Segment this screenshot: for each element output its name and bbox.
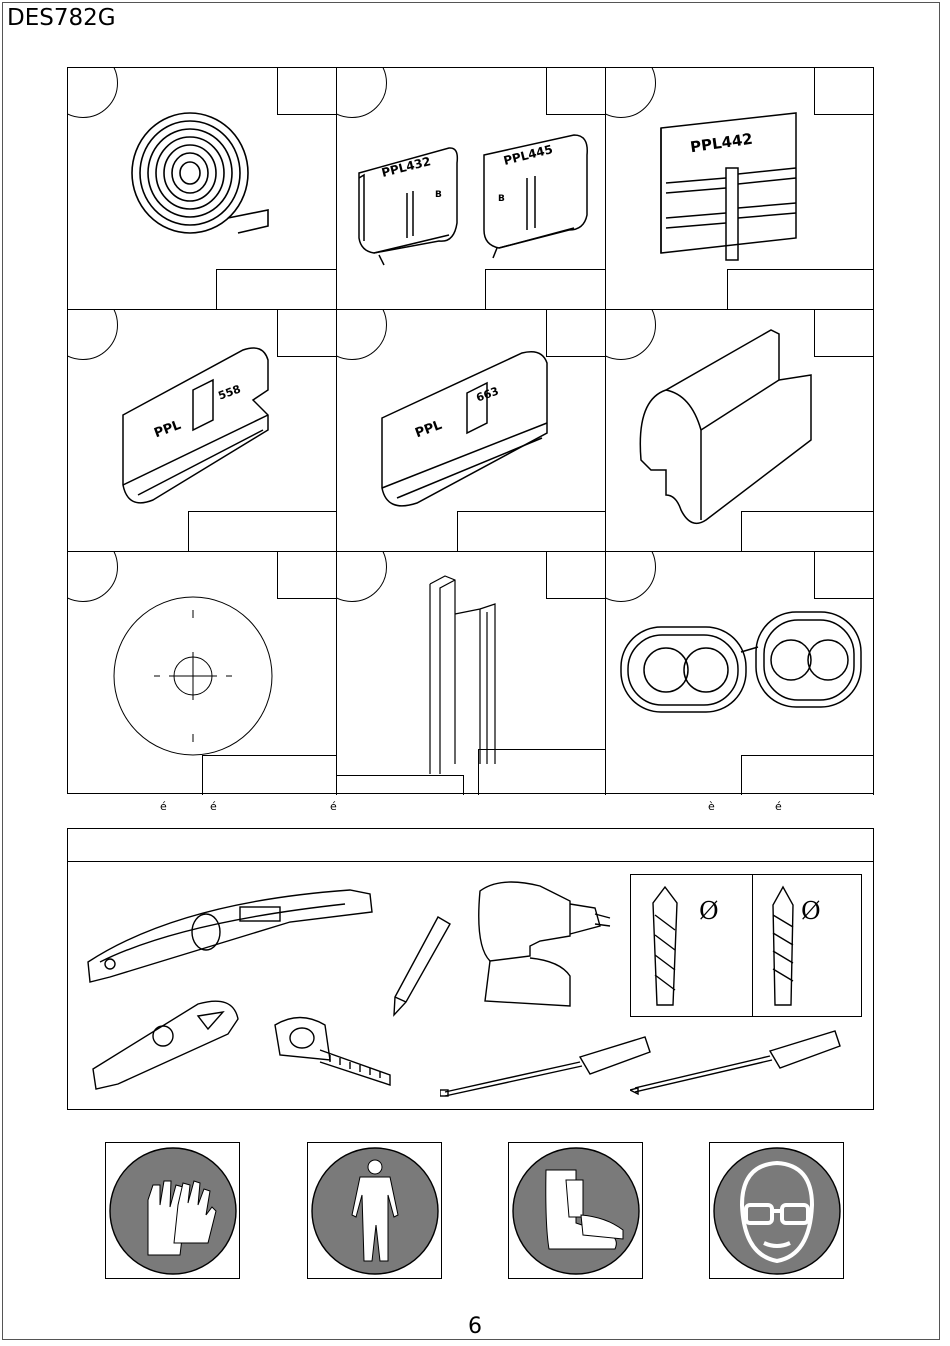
accent-4: è — [708, 800, 715, 813]
support-label: PPL442 — [689, 129, 754, 157]
quantity-box — [546, 552, 606, 599]
spirit-level-icon — [80, 882, 380, 992]
diameter-symbol-1: Ø — [699, 897, 719, 925]
part-cell-5 — [337, 310, 606, 552]
foam-tape-roll-illustration — [128, 98, 278, 238]
part-number-circle — [68, 552, 118, 602]
quantity-box — [277, 552, 337, 599]
clip-label-1: PPL432 — [380, 154, 433, 180]
tools-header — [68, 829, 873, 862]
quantity-box — [277, 310, 337, 357]
clip-label-b-1: B — [435, 190, 442, 200]
pencil-icon — [388, 912, 458, 1022]
accent-2: é — [210, 800, 217, 813]
length-box — [337, 775, 464, 795]
gloves-icon — [108, 1145, 238, 1277]
support-illustration — [656, 108, 806, 263]
part-cell-1 — [68, 68, 337, 310]
part-number-circle — [68, 68, 118, 118]
accent-characters — [0, 800, 950, 816]
part-number-circle — [606, 68, 656, 118]
page-number: 6 — [468, 1314, 482, 1339]
profile-block-illustration — [631, 320, 851, 530]
part-number-circle — [337, 68, 387, 118]
cable-box-illustration — [616, 607, 866, 727]
quantity-box — [277, 68, 337, 115]
parts-grid — [67, 67, 874, 794]
drill-bits-panel — [630, 874, 862, 1017]
h-profile-illustration — [425, 574, 505, 774]
safety-sign-gloves — [105, 1142, 240, 1279]
safety-sign-goggles — [709, 1142, 844, 1279]
disc-illustration — [112, 595, 274, 757]
diameter-symbol-2: Ø — [801, 897, 821, 925]
reference-box — [727, 269, 874, 310]
masonry-drill-bit-icon — [645, 885, 685, 1010]
connector-illustration-1 — [113, 335, 283, 515]
part-number-circle — [337, 552, 387, 602]
flat-screwdriver-icon — [440, 1032, 655, 1102]
reference-box — [485, 269, 606, 310]
quantity-box — [546, 68, 606, 115]
tape-measure-icon — [270, 1010, 400, 1095]
connector-illustration-2 — [372, 338, 562, 518]
cordless-drill-icon — [470, 876, 620, 1016]
clip-label-b-2: B — [498, 194, 505, 204]
part-cell-9 — [606, 552, 874, 795]
reference-box — [216, 269, 337, 310]
quantity-box — [814, 552, 874, 599]
utility-knife-icon — [88, 994, 243, 1094]
goggles-icon — [712, 1145, 842, 1277]
coverall-icon — [310, 1145, 440, 1277]
part-cell-4 — [68, 310, 337, 552]
part-cell-3 — [606, 68, 874, 310]
safety-boots-icon — [511, 1145, 641, 1277]
accent-3: é — [330, 800, 337, 813]
connector-label-num-1: 558 — [216, 382, 243, 403]
part-cell-8 — [337, 552, 606, 795]
reference-box — [741, 755, 874, 795]
part-cell-7 — [68, 552, 337, 795]
part-cell-6 — [606, 310, 874, 552]
clip-label-2: PPL445 — [502, 142, 555, 168]
accent-1: é — [160, 800, 167, 813]
safety-sign-coverall — [307, 1142, 442, 1279]
part-cell-2 — [337, 68, 606, 310]
phillips-screwdriver-icon — [630, 1026, 845, 1098]
safety-sign-boots — [508, 1142, 643, 1279]
reference-box — [202, 755, 337, 795]
part-number-circle — [68, 310, 118, 360]
metal-drill-bit-icon — [763, 885, 803, 1010]
reference-box — [188, 511, 337, 552]
accent-5: é — [775, 800, 782, 813]
quantity-box — [814, 68, 874, 115]
drill-bits-divider — [752, 875, 753, 1016]
connector-label-ppl-2: PPL — [413, 417, 445, 442]
connector-label-num-2: 663 — [474, 384, 501, 405]
connector-label-ppl-1: PPL — [152, 417, 184, 442]
model-number: DES782G — [7, 5, 116, 31]
clip-illustration-1 — [349, 123, 469, 273]
part-number-circle — [606, 552, 656, 602]
